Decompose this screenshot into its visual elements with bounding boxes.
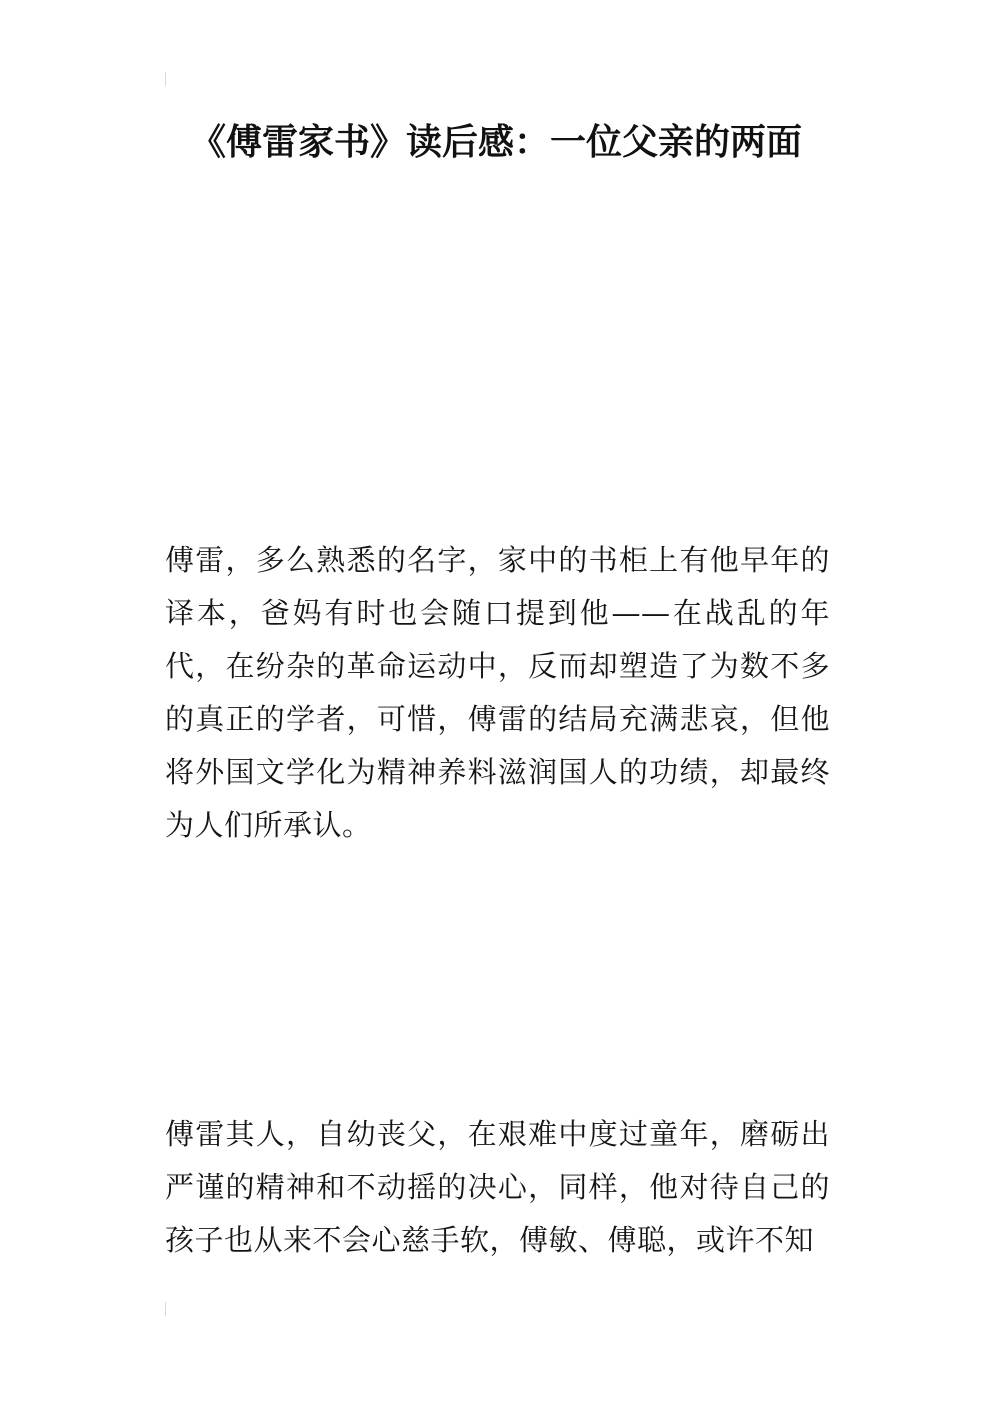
paragraph-2: 傅雷其人，自幼丧父，在艰难中度过童年，磨砺出严谨的精神和不动摇的决心，同样，他对待自己的孩子也从来不会心慈手软，傅敏、傅聪，或许不知 [165,1117,830,1257]
document-title: 《傅雷家书》读后感：一位父亲的两面 [189,122,802,163]
page-corner-mark-bottom [165,1302,166,1316]
page-corner-mark-top [165,72,166,86]
paragraph-1: 傅雷，多么熟悉的名字，家中的书柜上有他早年的译本，爸妈有时也会随口提到他——在战乱的年代，在纷杂的革命运动中，反而却塑造了为数不多的真正的学者，可惜，傅雷的结局充满悲哀，但他将外国文学化为精神养料滋润国人的功绩，却最终为人们所承认。 [165,543,830,842]
